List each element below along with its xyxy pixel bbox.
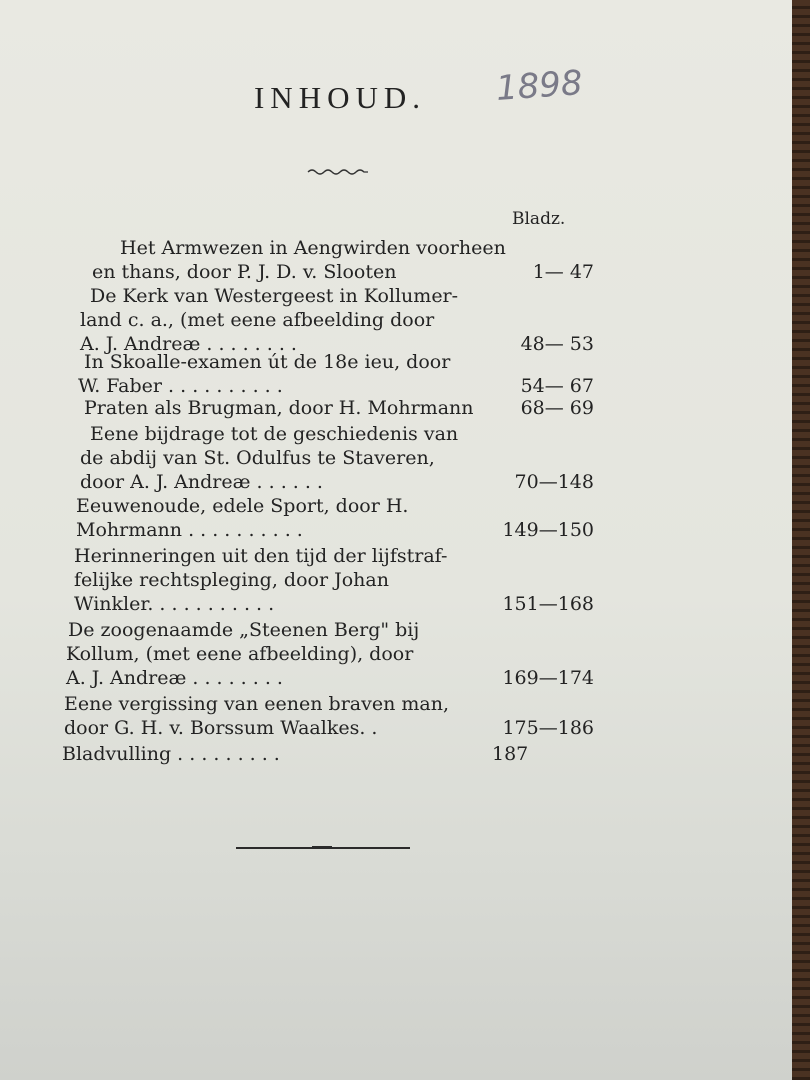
toc-line: de abdij van St. Odulfus te Staveren,	[80, 447, 435, 469]
toc-line: Praten als Brugman, door H. Mohrmann	[84, 397, 474, 419]
toc-line: A. J. Andreæ . . . . . . . .	[80, 333, 297, 355]
toc-entry	[54, 692, 594, 740]
toc-line: De zoogenaamde „Steenen Berg" bij	[68, 619, 420, 641]
toc-entry	[54, 544, 594, 616]
toc-line: Winkler. . . . . . . . . . .	[74, 593, 275, 615]
toc-entry	[54, 350, 594, 398]
toc-line: Het Armwezen in Aengwirden voorheen	[120, 237, 506, 259]
toc-line: land c. a., (met eene afbeelding door	[80, 309, 435, 331]
toc-page-range: 169—174	[502, 667, 594, 689]
toc-page-range: 48— 53	[520, 333, 594, 355]
closing-rule-right	[332, 847, 410, 849]
pages-column-header: Bladz.	[512, 209, 566, 229]
toc-entry	[54, 618, 594, 690]
toc-line: Herinneringen uit den tijd der lijfstraf-	[74, 545, 448, 567]
book-binding-edge	[792, 0, 810, 1080]
toc-page-range: 1— 47	[532, 261, 594, 283]
toc-entry	[54, 284, 594, 356]
page-title: INHOUD.	[253, 80, 426, 115]
toc-line: Eeuwenoude, edele Sport, door H.	[76, 495, 409, 517]
toc-page-range: 68— 69	[520, 397, 594, 419]
toc-line: Bladvulling . . . . . . . . .	[62, 743, 280, 765]
toc-line: felijke rechtspleging, door Johan	[74, 569, 389, 591]
closing-rule-center	[312, 846, 332, 849]
toc-page-range: 70—148	[514, 471, 594, 493]
toc-entry	[54, 236, 594, 284]
toc-line: Kollum, (met eene afbeelding), door	[66, 643, 414, 665]
toc-line: Eene vergissing van eenen braven man,	[64, 693, 449, 715]
toc-entry	[54, 494, 594, 542]
toc-line: W. Faber . . . . . . . . . .	[78, 375, 283, 397]
handwritten-year-note: 1898	[494, 63, 584, 109]
toc-line: door A. J. Andreæ . . . . . .	[80, 471, 323, 493]
toc-page-range: 187	[492, 743, 529, 765]
toc-line: en thans, door P. J. D. v. Slooten	[92, 261, 397, 283]
toc-line: In Skoalle-examen út de 18e ieu, door	[84, 351, 451, 373]
toc-page-range: 54— 67	[520, 375, 594, 397]
ornament-squiggle	[306, 166, 370, 178]
toc-page-range: 149—150	[502, 519, 594, 541]
toc-line: door G. H. v. Borssum Waalkes. .	[64, 717, 378, 739]
toc-page-range: 151—168	[502, 593, 594, 615]
toc-line: A. J. Andreæ . . . . . . . .	[66, 667, 283, 689]
toc-line: Eene bijdrage tot de geschiedenis van	[90, 423, 459, 445]
toc-entry	[54, 742, 594, 766]
toc-line: Mohrmann . . . . . . . . . .	[76, 519, 303, 541]
toc-entry	[54, 396, 594, 420]
toc-line: De Kerk van Westergeest in Kollumer-	[90, 285, 459, 307]
closing-rule-left	[236, 847, 312, 849]
toc-entry	[54, 422, 594, 494]
toc-page-range: 175—186	[502, 717, 594, 739]
